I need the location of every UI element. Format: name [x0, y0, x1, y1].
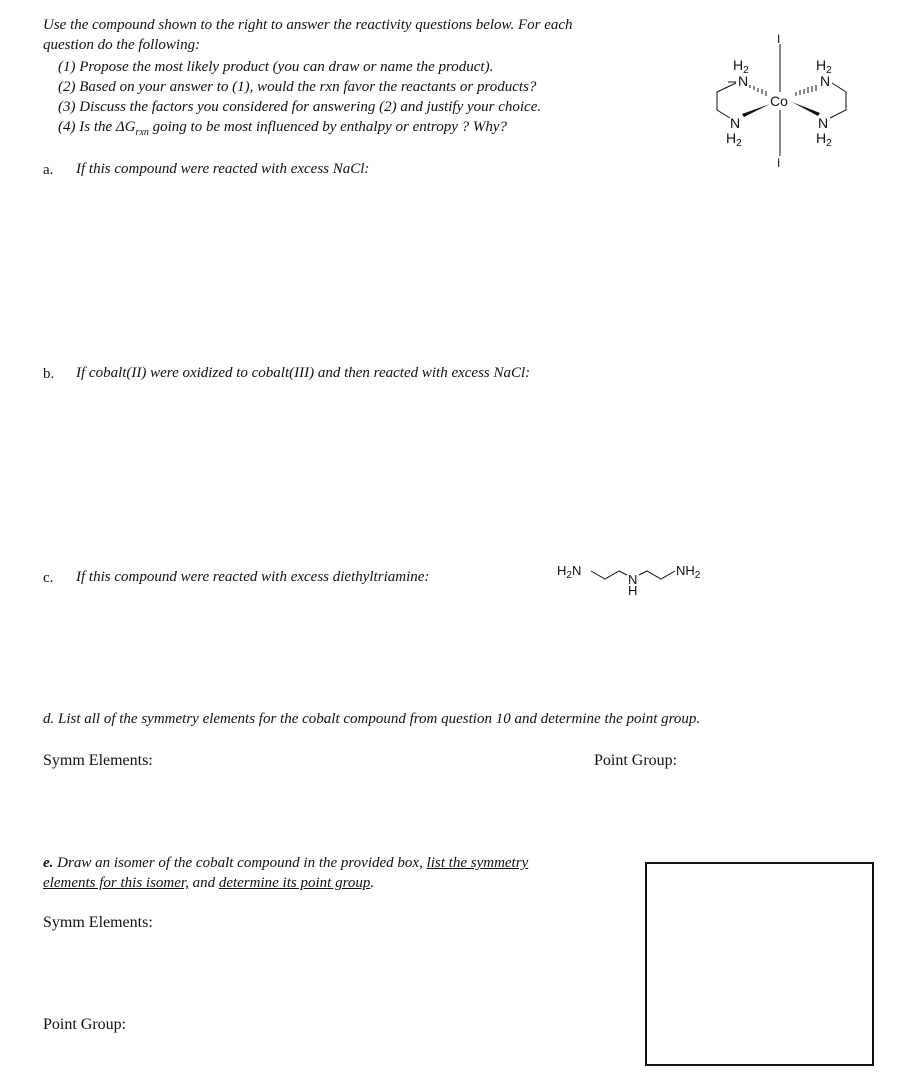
- n-bottom-right: N: [818, 115, 829, 131]
- e-symm-elements-label: Symm Elements:: [43, 914, 153, 931]
- hashed-bond-right: [796, 85, 816, 96]
- dien-h2n: $H_2N$: [557, 563, 582, 581]
- d-point-group-label: Point Group:: [594, 752, 678, 769]
- question-e-line-1: [43, 853, 528, 873]
- d-symm-elements-label: Symm Elements:: [43, 752, 153, 769]
- n-bottom-left: N: [730, 115, 741, 131]
- cobalt-label: Co: [770, 93, 788, 109]
- dien-n: N: [628, 572, 638, 587]
- question-e-text: Draw an isomer of the cobalt compound in the provided box,: [53, 855, 427, 871]
- axial-iodide-top: I: [777, 32, 781, 46]
- isomer-drawing-box[interactable]: [645, 862, 874, 1066]
- question-e-underline-1: list the symmetry: [426, 855, 529, 871]
- instruction-4-post: going to be most influenced by enthalpy or entropy ? Why?: [148, 119, 508, 135]
- diethylenetriamine-structure: [555, 558, 715, 598]
- instruction-4-pre: (4) Is the ΔG: [58, 119, 136, 135]
- wedge-bond-left: [742, 104, 770, 117]
- dien-chain-left: [591, 571, 627, 579]
- question-b-label: b.: [43, 366, 55, 382]
- h2-bottom-right: $H_2$: [816, 130, 832, 149]
- question-c-text: If this compound were reacted with excess diethyltriamine:: [76, 569, 430, 585]
- question-b-text: If cobalt(II) were oxidized to cobalt(III) and then reacted with excess NaCl:: [76, 365, 531, 381]
- question-e-underline-3: determine its point group: [218, 875, 371, 891]
- question-c-label: c.: [43, 570, 54, 586]
- instruction-3: (3) Discuss the factors you considered for answering (2) and justify your choice.: [58, 99, 542, 115]
- wedge-bond-right: [792, 102, 820, 116]
- instruction-4: [58, 117, 507, 143]
- intro-line-1: Use the compound shown to the right to answer the reactivity questions below. For each: [43, 17, 573, 33]
- instruction-2: (2) Based on your answer to (1), would the rxn favor the reactants or products?: [58, 79, 537, 95]
- question-a-label: a.: [43, 162, 54, 178]
- h2-top-right: $H_2$: [816, 57, 832, 76]
- question-e-line-2: [43, 873, 374, 893]
- dien-nh2: $NH_2$: [676, 563, 701, 581]
- question-e-label: e.: [43, 855, 54, 871]
- question-e-and: and: [188, 875, 219, 891]
- right-ring-chain: [830, 83, 846, 118]
- n-top-left: N: [738, 73, 749, 89]
- n-top-right: N: [820, 73, 831, 89]
- instruction-4-sub: rxn: [135, 127, 149, 138]
- left-ring-chain: [717, 83, 736, 118]
- dien-h: H: [628, 583, 638, 598]
- h2-bottom-left: $H_2$: [726, 130, 742, 149]
- instruction-1: (1) Propose the most likely product (you can draw or name the product).: [58, 59, 494, 75]
- question-a-text: If this compound were reacted with excess NaCl:: [76, 161, 370, 177]
- h2-top-left: $H_2$: [733, 57, 749, 76]
- intro-line-2: question do the following:: [43, 37, 201, 53]
- cobalt-complex-structure: [700, 30, 870, 170]
- axial-iodide-bottom: I: [777, 156, 781, 170]
- e-point-group-label: Point Group:: [43, 1016, 127, 1033]
- question-e-underline-2: elements for this isomer,: [43, 875, 189, 891]
- question-e-period: .: [370, 875, 375, 891]
- dien-chain-right: [639, 571, 675, 579]
- question-d-text: d. List all of the symmetry elements for the cobalt compound from question 10 and determine the point group.: [43, 711, 701, 727]
- hashed-bond-left: [750, 85, 766, 96]
